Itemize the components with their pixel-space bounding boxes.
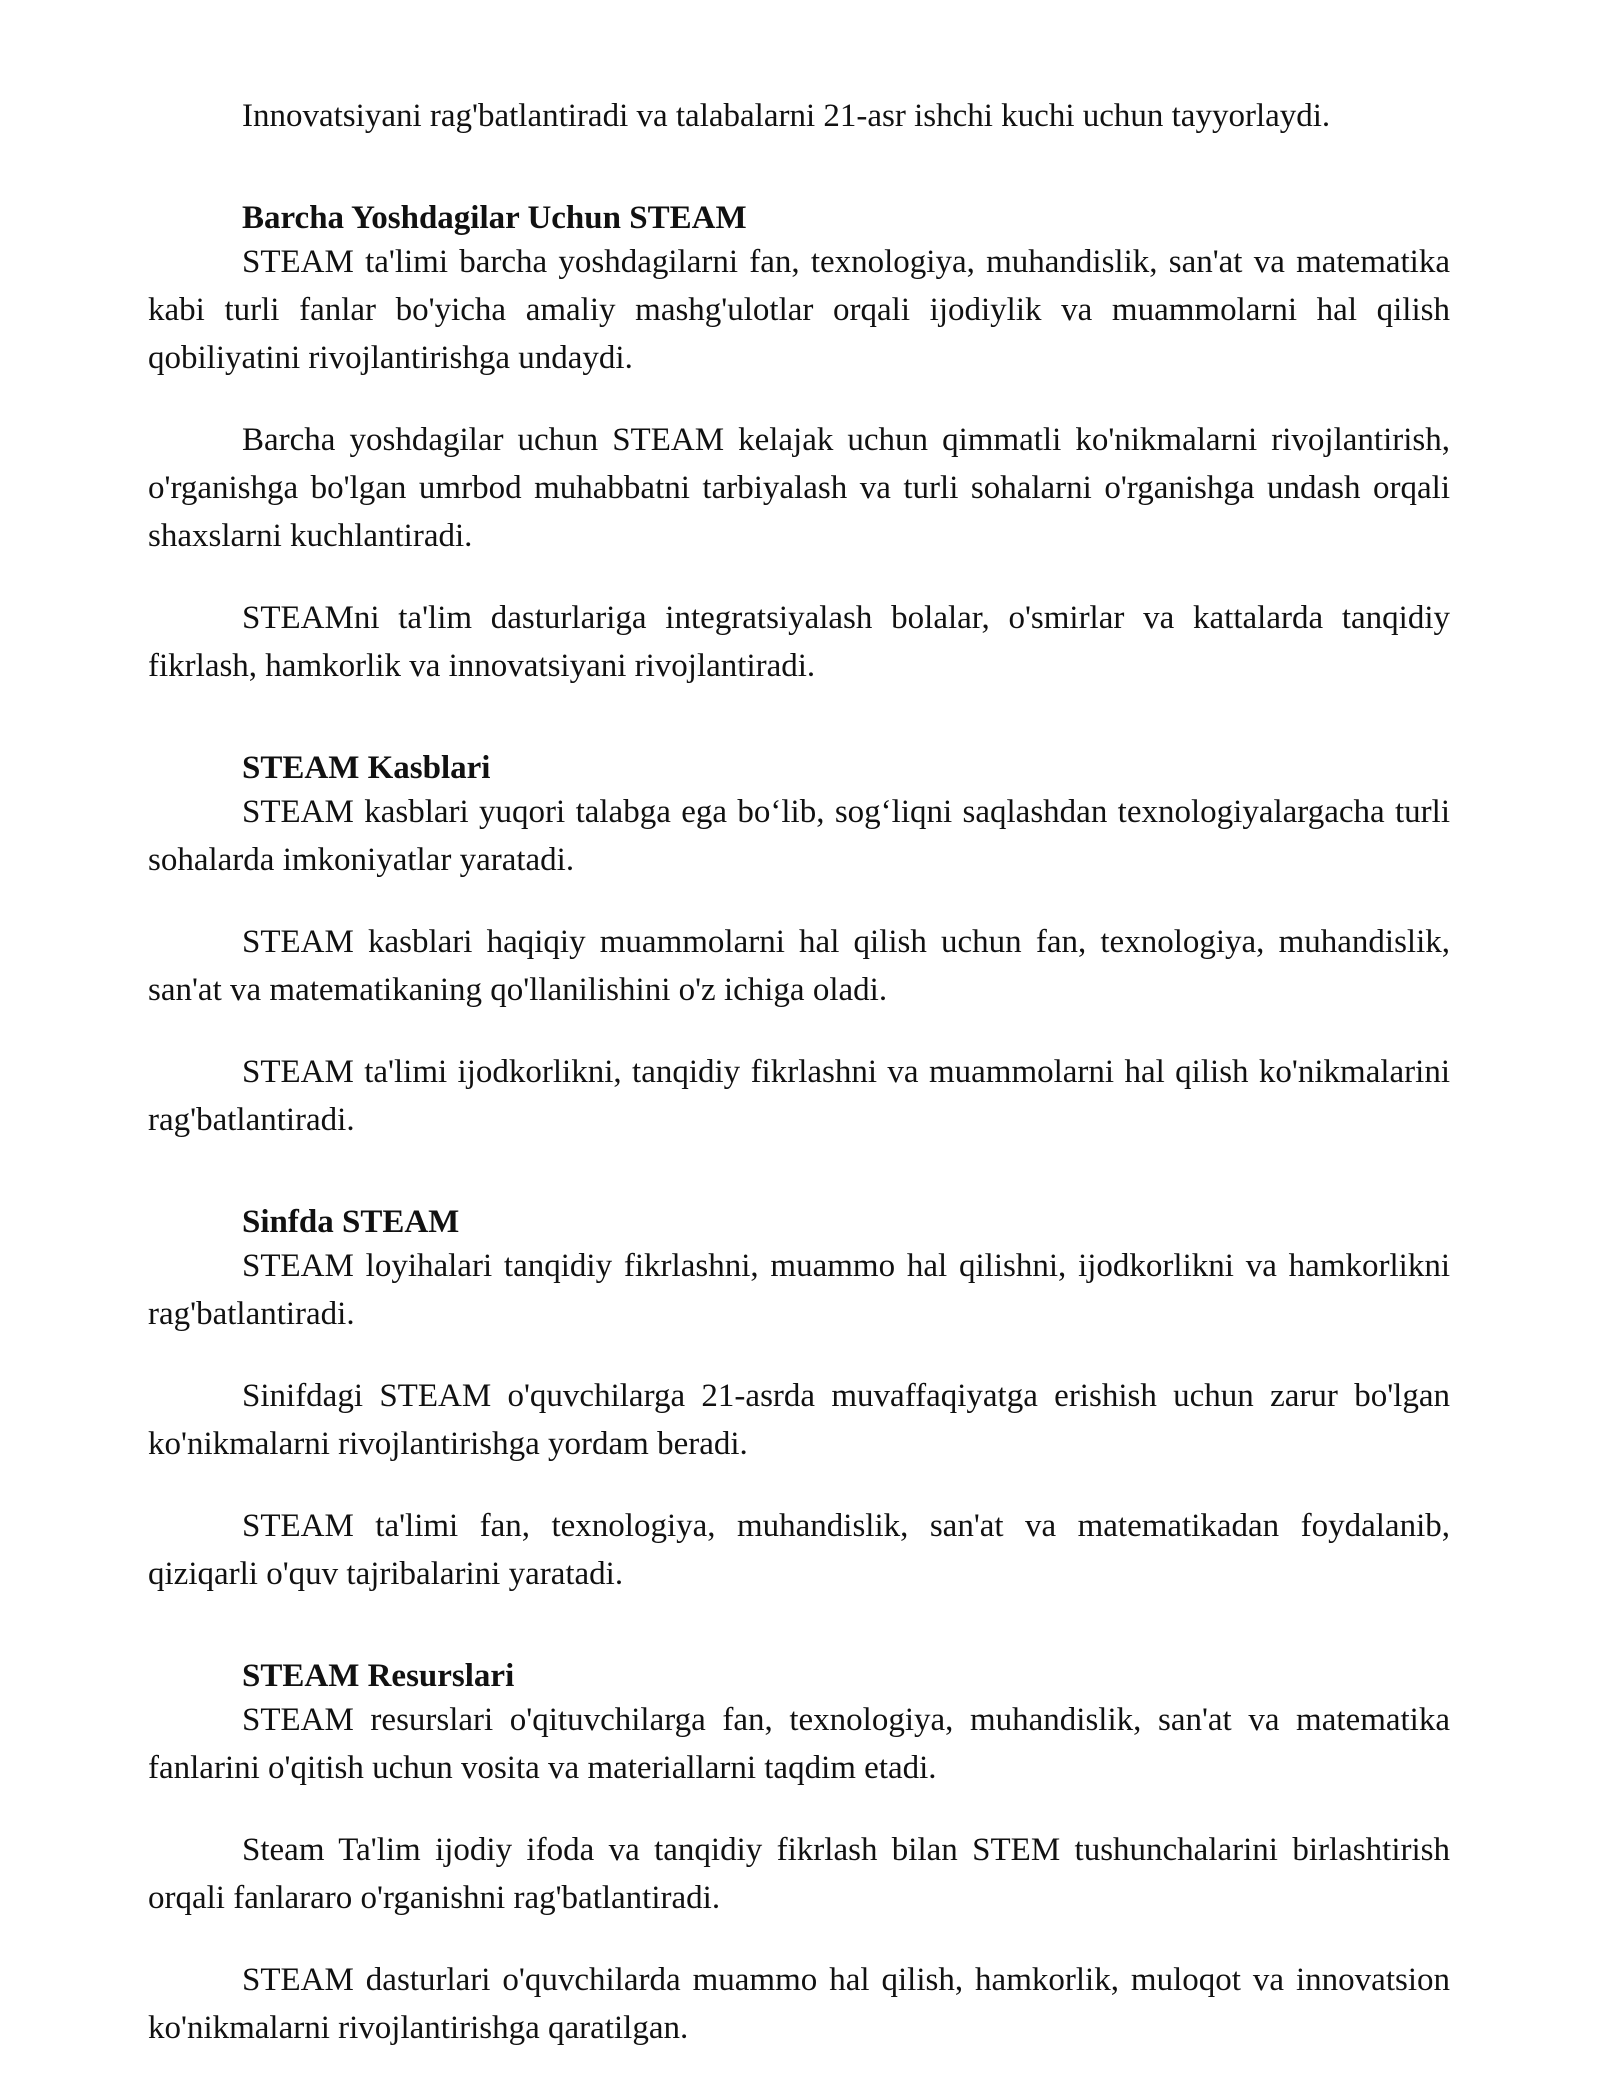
intro-paragraph: Innovatsiyani rag'batlantiradi va talabalarni 21-asr ishchi kuchi uchun tayyorlaydi.	[242, 98, 1331, 134]
paragraph: Barcha yoshdagilar uchun STEAM kelajak uchun qimmatli ko'nikmalarni rivojlantirish, o'rganishga bo'lgan umrbod muhabbatni tarbiyalash va turli sohalarni o'rganishga undash orqali shaxslarni kuchlantiradi.	[148, 422, 1450, 554]
section-steam-kasblari	[148, 748, 1450, 1144]
section-sinfda-steam	[148, 1202, 1450, 1598]
paragraph: STEAM ta'limi barcha yoshdagilarni fan, texnologiya, muhandislik, san'at va matematika kabi turli fanlar bo'yicha amaliy mashg'ulotlar orqali ijodiylik va muammolarni hal qilish qobiliyatini rivojlantirishga undaydi.	[148, 244, 1450, 376]
paragraph: STEAM resurslari o'qituvchilarga fan, texnologiya, muhandislik, san'at va matematika fanlarini o'qitish uchun vosita va materiallarni taqdim etadi.	[148, 1702, 1450, 1786]
paragraph: STEAM ta'limi fan, texnologiya, muhandislik, san'at va matematikadan foydalanib, qiziqarli o'quv tajribalarini yaratadi.	[148, 1508, 1450, 1592]
section-barcha-yoshdagilar	[148, 198, 1450, 690]
paragraph: STEAM loyihalari tanqidiy fikrlashni, muammo hal qilishni, ijodkorlikni va hamkorlikni rag'batlantiradi.	[148, 1248, 1450, 1332]
paragraph: STEAM kasblari yuqori talabga ega bo‘lib, sog‘liqni saqlashdan texnologiyalargacha turli sohalarda imkoniyatlar yaratadi.	[148, 794, 1450, 878]
section-heading: STEAM Resurslari	[242, 1658, 515, 1694]
section-steam-resurslari	[148, 1656, 1450, 2052]
paragraph: STEAM ta'limi ijodkorlikni, tanqidiy fikrlashni va muammolarni hal qilish ko'nikmalarini rag'batlantiradi.	[148, 1054, 1450, 1138]
paragraph: Sinifdagi STEAM o'quvchilarga 21-asrda muvaffaqiyatga erishish uchun zarur bo'lgan ko'nikmalarni rivojlantirishga yordam beradi.	[148, 1378, 1450, 1462]
paragraph: Steam Ta'lim ijodiy ifoda va tanqidiy fikrlash bilan STEM tushunchalarini birlashtirish orqali fanlararo o'rganishni rag'batlantiradi.	[148, 1832, 1450, 1916]
paragraph: STEAM kasblari haqiqiy muammolarni hal qilish uchun fan, texnologiya, muhandislik, san'at va matematikaning qo'llanilishini o'z ichiga oladi.	[148, 924, 1450, 1008]
section-heading: Barcha Yoshdagilar Uchun STEAM	[242, 200, 747, 236]
section-heading: Sinfda STEAM	[242, 1204, 460, 1240]
paragraph: STEAM dasturlari o'quvchilarda muammo hal qilish, hamkorlik, muloqot va innovatsion ko'nikmalarni rivojlantirishga qaratilgan.	[148, 1962, 1450, 2046]
paragraph: STEAMni ta'lim dasturlariga integratsiyalash bolalar, o'smirlar va kattalarda tanqidiy fikrlash, hamkorlik va innovatsiyani rivojlantiradi.	[148, 600, 1450, 684]
section-heading: STEAM Kasblari	[242, 750, 491, 786]
document-page	[148, 92, 1450, 2086]
